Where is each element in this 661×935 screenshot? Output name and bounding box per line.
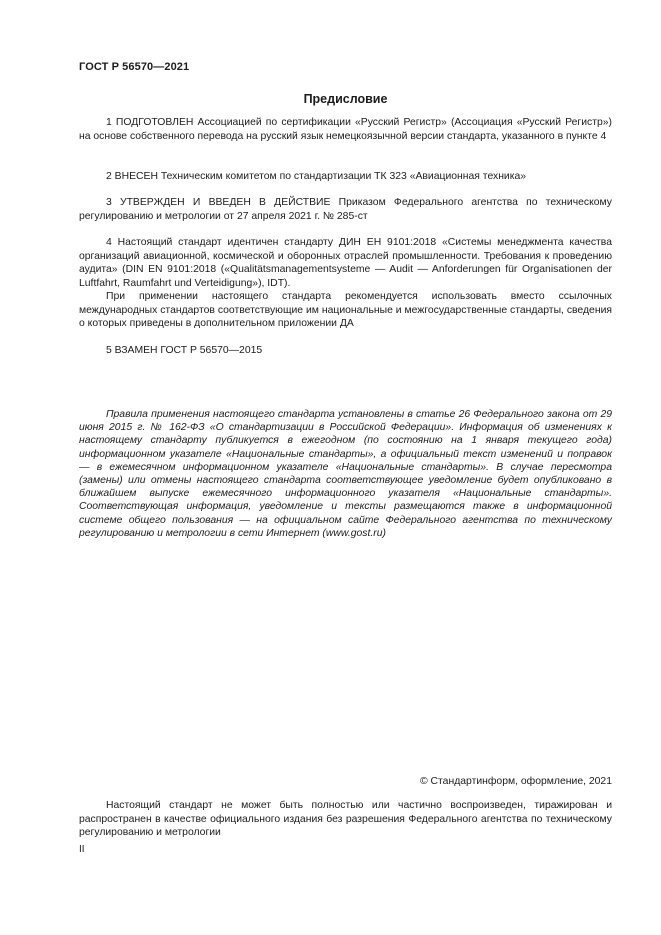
foreword-item-1: 1 ПОДГОТОВЛЕН Ассоциацией по сертификации «Русский Регистр» (Ассоциация «Русский Регистр») на основе собственного перевода на русский язык немецкоязычной версии стандарта, указанного в пункте 4 — [79, 117, 612, 142]
copyright-line: © Стандартинформ, оформление, 2021 — [419, 776, 612, 787]
application-rules-note: Правила применения настоящего стандарта установлены в статье 26 Федерального закона от 29 июня 2015 г. № 162-ФЗ «О стандартизации в Российской Федерации». Информация об изменениях к настоящему стандарту публикуется в ежегодном (по состоянию на 1 января текущего года) информационном указателе «Национальные стандарты», а официальный текст изменений и поправок — в ежемесячном информационном указателе «Национальные стандарты». В случае пересмотра (замены) или отмены настоящего стандарта соответствующее уведомление будет опубликовано в ближайшем выпуске ежемесячного информационного указателя «Национальные стандарты». Соответствующая информация, уведомление и тексты размещаются также в информационной системе общего пользования — на официальном сайте Федерального агентства по техническому регулированию и метрологии в сети Интернет (www.gost.ru) — [79, 409, 612, 539]
reproduction-notice: Настоящий стандарт не может быть полностью или частично воспроизведен, тиражирован и распространен в качестве официального издания без разрешения Федерального агентства по техническому регулированию и метрологии — [79, 800, 612, 838]
foreword-title: Предисловие — [303, 92, 388, 106]
page-number: II — [79, 844, 85, 855]
standard-code: ГОСТ Р 56570—2021 — [79, 61, 190, 73]
foreword-item-4-note: При применении настоящего стандарта рекомендуется использовать вместо ссылочных международных стандартов соответствующие им национальные и межгосударственные стандарты, сведения о которых приведены в дополнительном приложении ДА — [79, 291, 612, 329]
foreword-item-3: 3 УТВЕРЖДЕН И ВВЕДЕН В ДЕЙСТВИЕ Приказом Федерального агентства по техническому регулированию и метрологии от 27 апреля 2021 г. № 285-ст — [79, 197, 612, 222]
foreword-item-2: 2 ВНЕСЕН Техническим комитетом по стандартизации ТК 323 «Авиационная техника» — [106, 171, 527, 182]
foreword-item-4: 4 Настоящий стандарт идентичен стандарту ДИН ЕН 9101:2018 «Системы менеджмента качества организаций авиационной, космической и оборонных отраслей промышленности. Требования к проведению аудита» (DIN EN 9101:2018 («Qualitätsmanagementsysteme — Audit — Anforderungen für Organisationen der Luftfahrt, Raumfahrt und Verteidigung»), IDT). — [79, 237, 612, 289]
foreword-item-5: 5 ВЗАМЕН ГОСТ Р 56570—2015 — [106, 345, 263, 356]
